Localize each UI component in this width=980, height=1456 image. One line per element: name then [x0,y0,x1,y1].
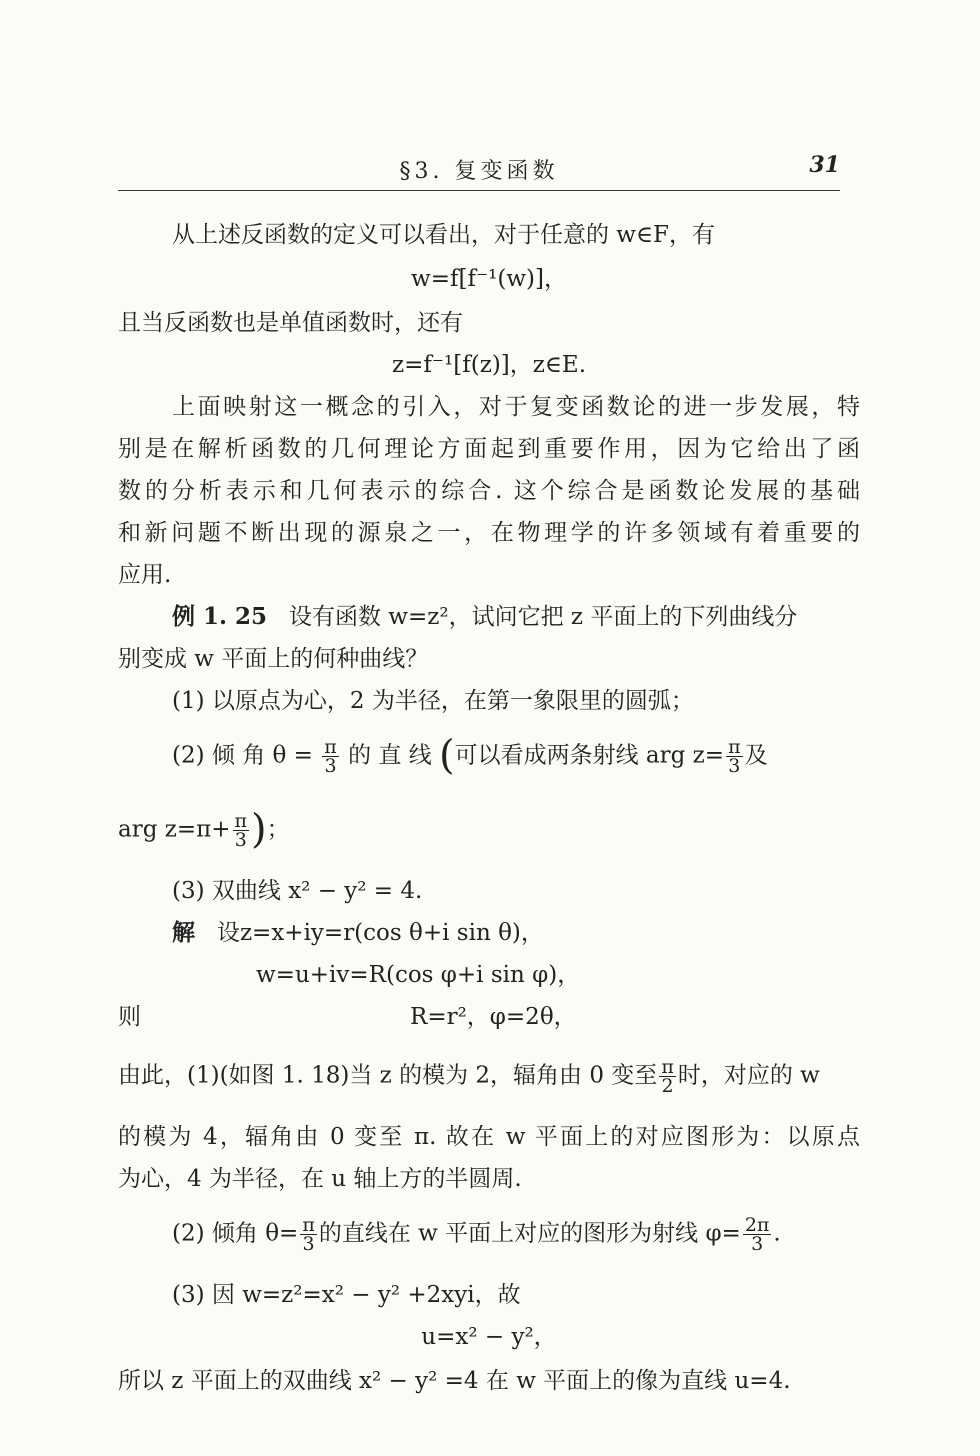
paragraph-line: 和新问题不断出现的源泉之一，在物理学的许多领域有着重要的 [118,520,860,546]
text-line: 从上述反函数的定义可以看出，对于任意的 w∈F，有 [172,222,715,248]
result-text: 时，对应的 w [677,1062,820,1089]
example-label: 例 1. 25 [172,603,268,630]
case-2-text: (2) 倾 角 θ = [172,742,313,769]
running-header [118,150,840,191]
result-line [172,1216,860,1253]
example-line [172,600,860,634]
result-text: (2) 倾角 θ= [172,1220,299,1247]
result-line: 的模为 4，辐角由 0 变至 π. 故在 w 平面上的对应图形为：以原点 [118,1124,860,1150]
denominator: 3 [302,1233,315,1255]
paragraph-line: 应用. [118,562,172,588]
fraction [322,738,339,775]
case-2 [172,732,860,779]
numerator: 2π [744,1214,770,1236]
case-2-text: 可以看成两条射线 arg z= [454,742,725,769]
example-line: 别变成 w 平面上的何种曲线？ [118,646,429,672]
solution-line: w=u+iv=R(cos φ+i sin φ)， [256,962,581,988]
then-label: 则 [118,1004,141,1030]
case-2-text: 的 直 线 [348,742,432,769]
fraction [300,1216,317,1253]
paragraph-line: 别是在解析函数的几何理论方面起到重要作用，因为它给出了函 [118,436,860,462]
paren-open: ( [439,732,455,779]
fraction [726,738,743,775]
denominator: 3 [728,755,741,777]
equation-1: w=f[f⁻¹(w)]， [411,266,567,292]
solution-label: 解 [172,919,195,946]
numerator: π [324,736,337,758]
denominator: 3 [751,1233,764,1255]
header-title: §3. 复变函数 [399,159,559,184]
paragraph-line: 上面映射这一概念的引入，对于复变函数论的进一步发展，特 [172,394,860,420]
solution-text: 设z=x+iy=r(cos θ+i sin θ)， [216,920,544,946]
example-text: 设有函数 w=z²，试问它把 z 平面上的下列曲线分 [288,604,798,630]
case-3: (3) 双曲线 x² − y² = 4. [172,878,423,904]
solution-line [172,916,860,950]
equation-u: u=x² − y²， [421,1324,557,1350]
case-2-text: arg z=π+ [118,816,231,843]
denominator: 3 [234,829,247,851]
case-1: (1) 以原点为心，2 为半径，在第一象限里的圆弧； [172,688,694,714]
denominator: 2 [661,1075,674,1097]
denominator: 3 [324,755,337,777]
result-line: 为心，4 为半径，在 u 轴上方的半圆周. [118,1166,522,1192]
text-line: 且当反函数也是单值函数时，还有 [118,310,463,336]
result-line [118,1058,860,1095]
case-2-continued [118,806,860,853]
result-text: 的直线在 w 平面上对应的图形为射线 φ= [318,1220,741,1247]
case-2-text: 及 [744,742,768,769]
fraction [233,812,250,849]
fraction [743,1216,772,1253]
page-number: 31 [809,152,840,178]
equation-2: z=f⁻¹[f(z)]，z∈E. [391,352,587,378]
paragraph-line: 数的分析表示和几何表示的综合. 这个综合是函数论发展的基础 [118,478,860,504]
result-text: 由此，(1)(如图 1. 18)当 z 的模为 2，辐角由 0 变至 [118,1062,658,1089]
numerator: π [661,1056,674,1078]
numerator: π [234,810,248,832]
result-text: . [773,1220,781,1247]
solution-line [118,1000,860,1034]
paren-close: ) [251,806,267,853]
case-2-text: ； [266,816,290,843]
fraction [659,1058,676,1095]
solution-text: R=r²，φ=2θ， [410,1004,577,1030]
numerator: π [302,1214,315,1236]
numerator: π [728,736,741,758]
result-line: (3) 因 w=z²=x² − y² +2xyi，故 [172,1282,521,1308]
result-line: 所以 z 平面上的双曲线 x² − y² =4 在 w 平面上的像为直线 u=4. [118,1368,791,1394]
